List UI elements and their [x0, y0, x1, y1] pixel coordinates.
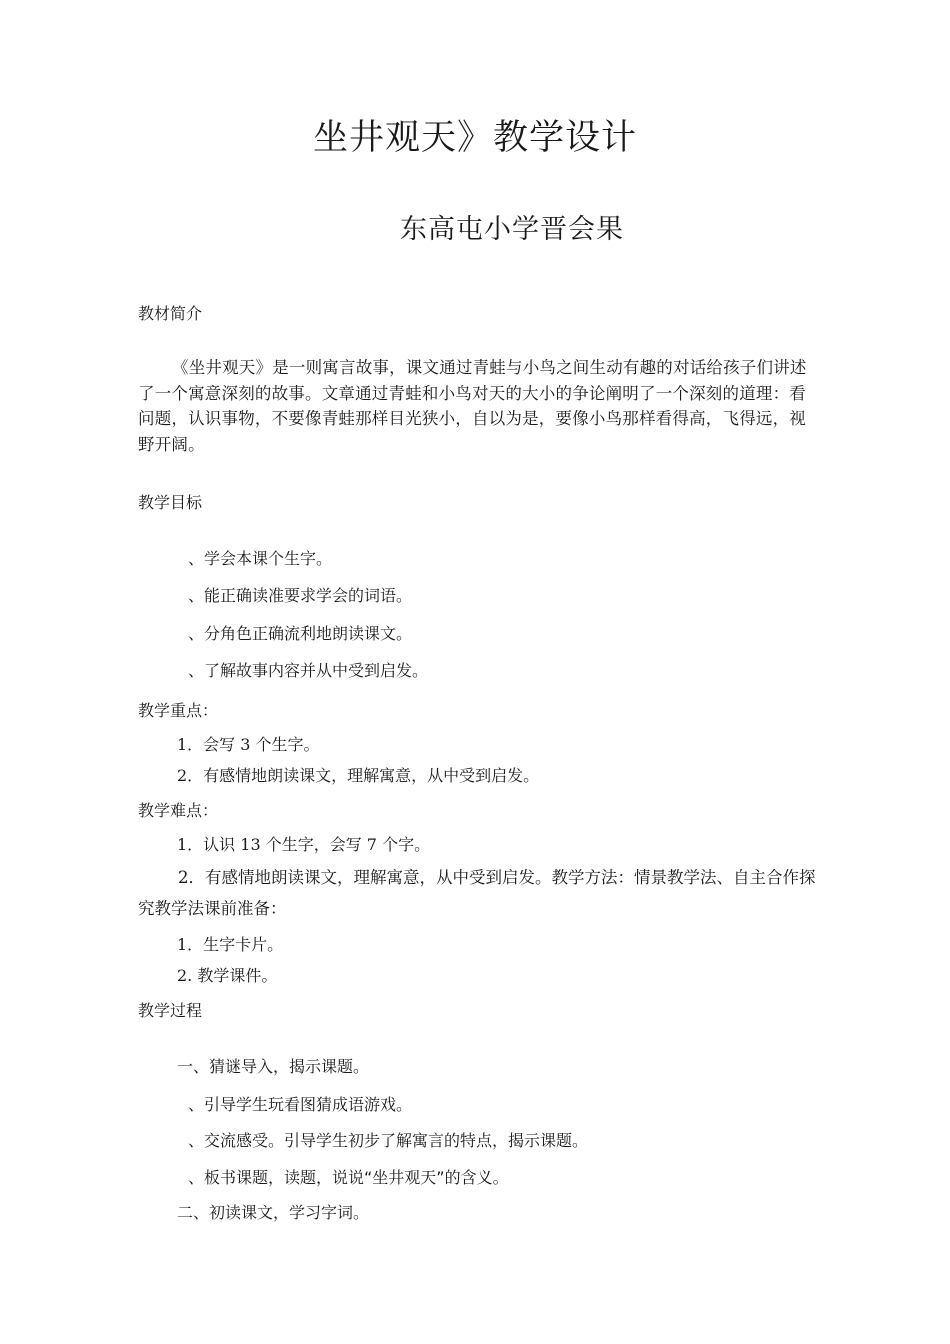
- prep-item: 1．生字卡片。: [177, 935, 284, 954]
- author-line: 东高屯小学晋会果: [400, 214, 624, 245]
- goal-item: 、学会本课个生字。: [188, 549, 333, 568]
- process-step: 、交流感受。引导学生初步了解寓言的特点，揭示课题。: [188, 1131, 589, 1150]
- goal-item: 、能正确读准要求学会的词语。: [188, 586, 413, 605]
- intro-heading: 教材简介: [138, 304, 203, 323]
- key-points-heading: 教学重点：: [138, 701, 219, 720]
- intro-paragraph: 《坐井观天》是一则寓言故事，课文通过青蛙与小鸟之间生动有趣的对话给孩子们讲述了一个寓意深刻的故事。文章通过青蛙和小鸟对天的大小的争论阐明了一个深刻的道理：看问题，认识事物，不要像青蛙那样目光狭小，自以为是，要像小鸟那样看得高，飞得远，视野开阔。: [138, 358, 807, 454]
- difficulty-paragraph: 2．有感情地朗读课文，理解寓意，从中受到启发。教学方法：情景教学法、自主合作探究教学法课前准备：: [138, 868, 816, 918]
- prep-item: 2. 教学课件。: [177, 966, 278, 985]
- goal-item: 、分角色正确流利地朗读课文。: [188, 624, 413, 643]
- difficulty-item: 1．认识 13 个生字，会写 7 个字。: [177, 835, 431, 854]
- process-section: 二、初读课文，学习字词。: [177, 1203, 370, 1222]
- key-point-item: 2．有感情地朗读课文，理解寓意，从中受到启发。: [177, 766, 540, 785]
- goal-item: 、了解故事内容并从中受到启发。: [188, 661, 429, 680]
- difficulties-heading: 教学难点：: [138, 801, 219, 820]
- process-step: 、引导学生玩看图猜成语游戏。: [188, 1095, 413, 1114]
- goals-heading: 教学目标: [138, 493, 203, 512]
- document-title: 坐井观天》教学设计: [312, 118, 637, 158]
- key-point-item: 1．会写 3 个生字。: [177, 735, 320, 754]
- process-section: 一、猜谜导入，揭示课题。: [177, 1057, 370, 1076]
- process-step: 、板书课题，读题，说说“坐井观天”的含义。: [188, 1168, 509, 1187]
- process-heading: 教学过程: [138, 1001, 203, 1020]
